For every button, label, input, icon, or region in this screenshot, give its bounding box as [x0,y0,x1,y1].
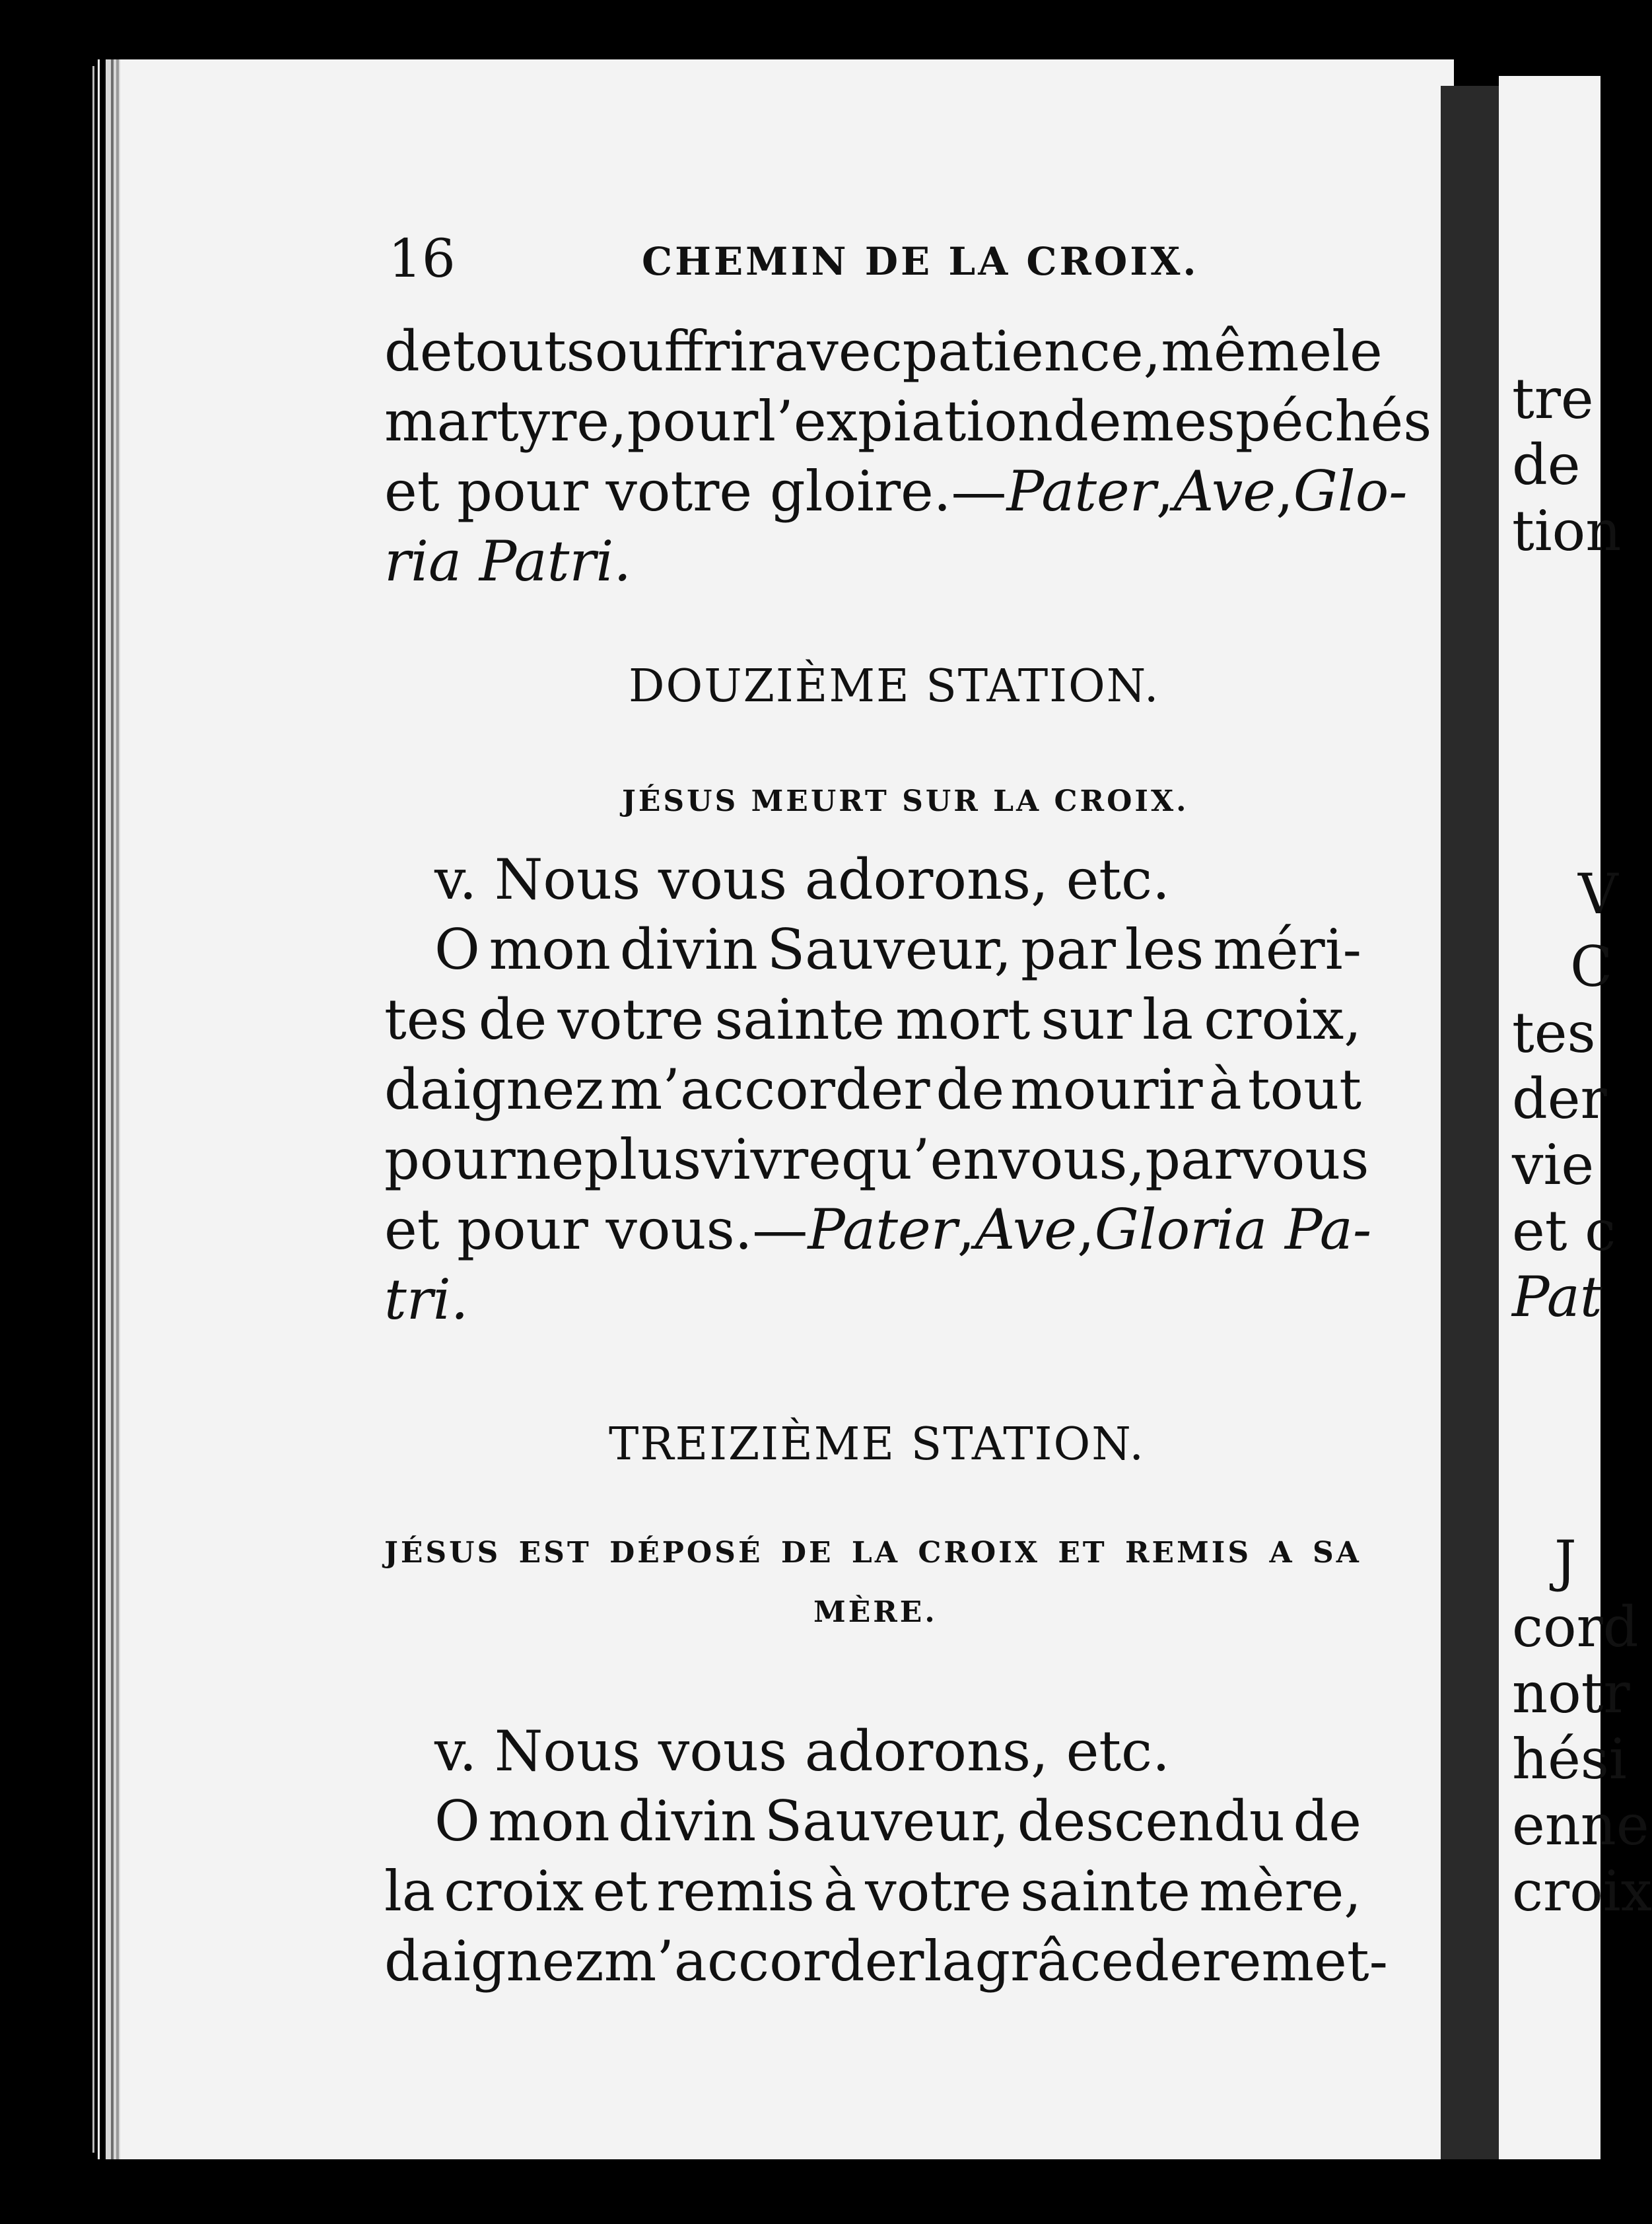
versicle: v. Nous vous adorons, etc. [434,847,1170,912]
text-fragment: tes [1512,1000,1596,1065]
text-line: O mon divin Sauveur, descendu de [434,1789,1361,1854]
text-fragment: notr [1512,1661,1630,1725]
versicle: v. Nous vous adorons, etc. [434,1719,1170,1784]
book-gutter [1441,86,1499,2159]
text-fragment: vie [1512,1132,1595,1197]
text-line: O mon divin Sauveur, par les méri- [434,917,1361,982]
text-line: martyre, pour l’expiation de mes péchés [384,389,1432,454]
text-fragment: enne [1512,1793,1649,1858]
text-fragment: cord [1512,1595,1639,1659]
page-edge [116,59,119,2159]
text-line: la croix et remis à votre sainte mère, [384,1859,1361,1924]
text-line: et pour votre gloire.— Pater, Ave, Glo- [384,459,1408,524]
text-fragment: de [1512,433,1581,497]
text-fragment: tre [1512,366,1594,431]
text-fragment: V [1578,862,1618,926]
text-line: de tout souffrir avec patience, même le [384,319,1383,384]
text-line: ria Patri. [384,529,632,594]
text-fragment: hési [1512,1727,1627,1791]
left-page [106,59,1454,2159]
text-line: daignez m’accorder de mourir à tout [384,1057,1361,1122]
text-fragment: der [1512,1066,1607,1131]
station-subtitle: MÈRE. [813,1595,938,1629]
text-line: pour ne plus vivre qu’en vous, par vous [384,1127,1369,1192]
text-fragment: et c [1512,1199,1616,1263]
station-title: TREIZIÈME STATION. [609,1418,1146,1471]
station-subtitle: JÉSUS MEURT SUR LA CROIX. [622,784,1189,818]
text-line: tes de votre sainte mort sur la croix, [384,987,1361,1052]
page-edge [111,59,114,2159]
running-head: CHEMIN DE LA CROIX. [642,239,1199,284]
page-edge-line [92,66,94,2153]
text-fragment: croix [1512,1859,1652,1924]
text-fragment: C [1570,934,1613,999]
station-subtitle: JÉSUS EST DÉPOSÉ DE LA CROIX ET REMIS A SA [384,1536,1361,1570]
text-fragment: Pat [1512,1265,1602,1329]
text-fragment: tion [1512,499,1622,563]
text-line: daignez m’accorder la grâce de remet- [384,1929,1389,1994]
right-page-fragment [1499,76,1652,2159]
text-line: et pour vous.— Pater, Ave, Gloria Pa- [384,1197,1372,1262]
page-number: 16 [388,228,456,289]
text-fragment: J [1554,1529,1577,1593]
station-title: DOUZIÈME STATION. [629,660,1160,712]
page-edge-line [98,59,100,2159]
text-line: tri. [384,1267,469,1332]
